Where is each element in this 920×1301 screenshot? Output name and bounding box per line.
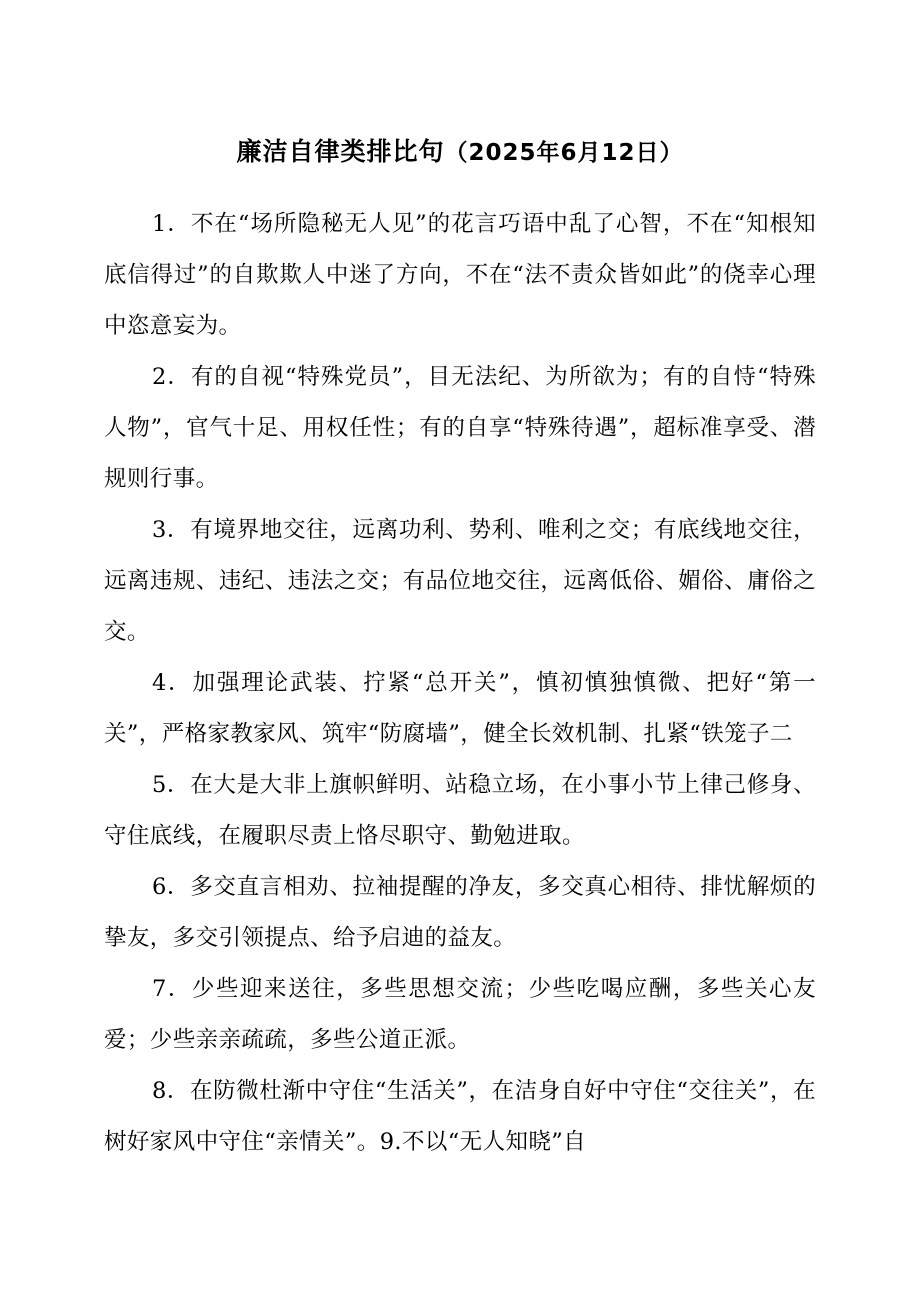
- paragraph-8: 8．在防微杜渐中守住“生活关”，在洁身自好中守住“交往关”，在树好家风中守住“亲情关”。9.不以“无人知晓”自: [104, 1078, 816, 1155]
- paragraph-4: 4．加强理论武装、拧紧“总开关”，慎初慎独慎微、把好“第一关”，严格家教家风、筑牢“防腐墙”，健全长效机制、扎紧“铁笼子二: [104, 670, 816, 747]
- paragraph-1: 1．不在“场所隐秘无人见”的花言巧语中乱了心智，不在“知根知底信得过”的自欺欺人中迷了方向，不在“法不责众皆如此”的侥幸心理中恣意妄为。: [104, 211, 816, 339]
- document-body: [104, 132, 816, 1168]
- paragraph-6: 6．多交直言相劝、拉袖提醒的净友，多交真心相待、排忧解烦的挚友，多交引领提点、给予启迪的益友。: [104, 874, 816, 951]
- page-title: [104, 132, 816, 173]
- paragraph-3: 3．有境界地交往，远离功利、势利、唯利之交；有底线地交往，远离违规、违纪、违法之交；有品位地交往，远离低俗、媚俗、庸俗之交。: [104, 517, 816, 645]
- page-title-text: 廉洁自律类排比句: [236, 137, 445, 166]
- paragraph-7: 7．少些迎来送往，多些思想交流；少些吃喝应酬，多些关心友爱；少些亲亲疏疏，多些公道正派。: [104, 976, 816, 1053]
- paragraph-5: 5．在大是大非上旗帜鲜明、站稳立场，在小事小节上律己修身、守住底线，在履职尽责上恪尽职守、勤勉进取。: [104, 772, 816, 849]
- page-title-date: （2025年6月12日）: [444, 140, 684, 166]
- paragraph-2: 2．有的自视“特殊党员”，目无法纪、为所欲为；有的自恃“特殊人物”，官气十足、用权任性；有的自享“特殊待遇”，超标准享受、潜规则行事。: [104, 364, 816, 492]
